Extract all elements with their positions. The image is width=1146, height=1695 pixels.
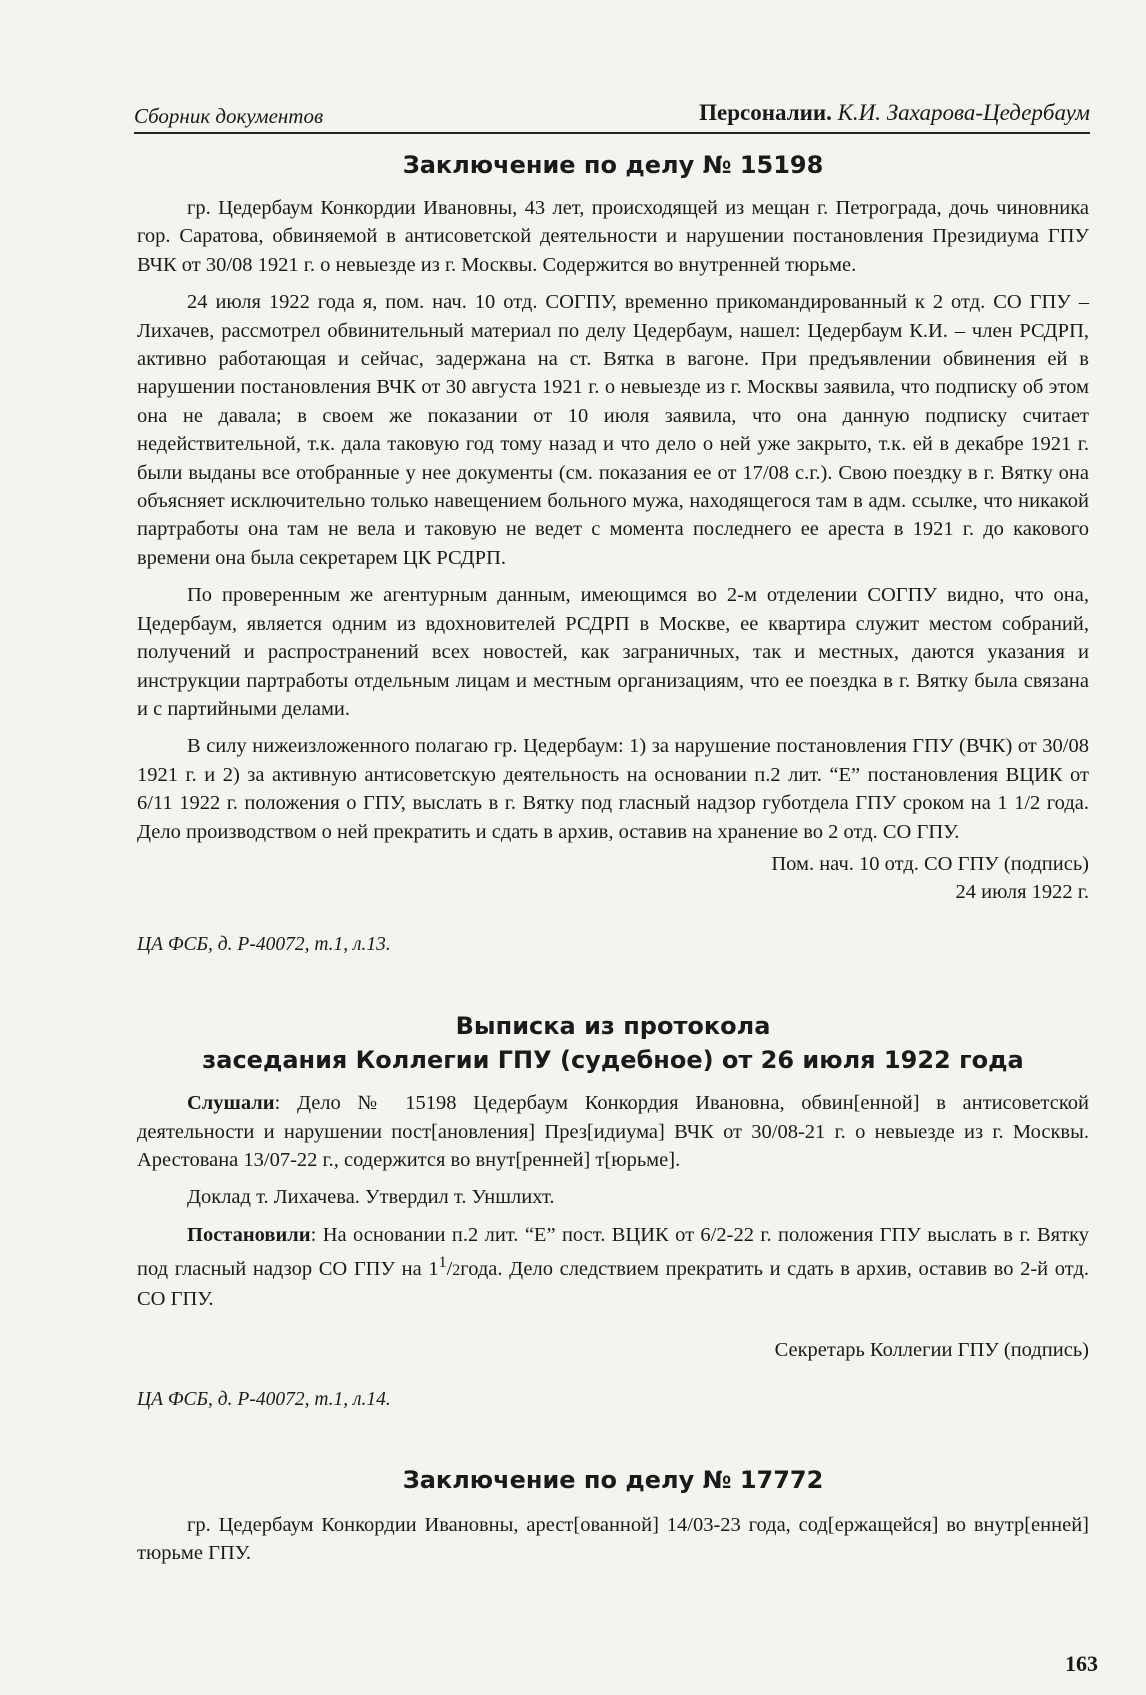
header-section-title: [699, 100, 1090, 126]
doc1-paragraph-3: По проверенным же агентурным данным, имеющимся во 2-м отделении СОГПУ видно, что она, Цедербаум, является одним из вдохновителей РСДРП в Москве, ее квартира служит местом собраний, получений и распространений всех новостей, как заграничных, так и местных, даются указания и инструкции партработы отдельным лицам и местным организациям, что ее поездка в г. Вятку была связана и с партийными делами.: [137, 584, 1089, 720]
doc2-heard-paragraph: [137, 1089, 1089, 1174]
doc1-archive-source: ЦА ФСБ, д. Р-40072, т.1, л.13.: [137, 933, 391, 955]
doc1-paragraph-1: гр. Цедербаум Конкордии Ивановны, 43 лет, происходящей из мещан г. Петрограда, дочь чиновника гор. Саратова, обвиняемой в антисоветской деятельности и нарушении постановления Президиума ГПУ ВЧК от 30/08 1921 г. о невыезде из г. Москвы. Содержится во внутренней тюрьме.: [137, 197, 1089, 276]
doc2-resolved-paragraph: Постановили: На основании п.2 лит. “Е” пост. ВЦИК от 6/2-22 г. положения ГПУ выслать в г. Вятку под гласный надзор СО ГПУ на $1^1/2года$. Дело следствием прекратить и сдать в архив, оставив во 2-й отд. СО ГПУ.: [137, 1223, 1090, 1311]
doc1-title: Заключение по делу № 15198: [402, 151, 824, 179]
doc3-paragraph-1: гр. Цедербаум Конкордии Ивановны, арест[ованной] 14/03-23 года, сод[ержащейся] во внутр[енней] тюрьме ГПУ.: [137, 1513, 1089, 1565]
doc2-title-line-2: заседания Коллегии ГПУ (судебное) от 26 июля 1922 года: [202, 1046, 1024, 1075]
doc2-resolved-text-b: года. Дело следствием прекратить и сдать в архив, оставив во 2-й отд. СО ГПУ.: [137, 1258, 1090, 1311]
doc2-heard-label: Слушали: [187, 1092, 275, 1115]
running-header: [134, 96, 1090, 134]
doc2-fraction-denominator: 2: [452, 1262, 461, 1280]
page-content: [137, 148, 1089, 1567]
header-collection-title: Сборник документов: [134, 104, 324, 128]
doc1-signature: Пом. нач. 10 отд. СО ГПУ (подпись): [771, 852, 1089, 875]
doc2-signature: Секретарь Коллегии ГПУ (подпись): [774, 1338, 1089, 1361]
doc2-heard-text: : Дело № 15198 Цедербаум Конкордия Ивановна, обвин[енной] в антисоветской деятельности и нарушении пост[ановления] През[идиума] ВЧК от 30/08-21 г. о невыезде из г. Москвы. Арестована 13/07-22 г., содержится во внут[ренней] т[юрьме].: [137, 1092, 1089, 1171]
header-person-name: К.И. Захарова-Цедербаум: [837, 100, 1090, 125]
doc2-title-line-1: Выписка из протокола: [455, 1012, 771, 1041]
doc2-resolved-label: Постановили: [187, 1223, 311, 1246]
page-number: 163: [1065, 1651, 1098, 1676]
doc2-resolved-text-a: : На основании п.2 лит. “Е” пост. ВЦИК от 6/2-22 г. положения ГПУ выслать в г. Вятку под гласный надзор СО ГПУ на 1: [137, 1223, 1089, 1281]
doc2-fraction-numerator: 1: [438, 1254, 447, 1272]
doc1-paragraph-2: 24 июля 1922 года я, пом. нач. 10 отд. СОГПУ, временно прикомандированный к 2 отд. СО ГПУ – Лихачев, рассмотрел обвинительный материал по делу Цедербаум, нашел: Цедербаум К.И. – член РСДРП, активно работающая и сейчас, задержана на ст. Вятка в вагоне. При предъявлении обвинения ей в нарушении постановления ВЧК от 30 августа 1921 г. о невыезде из г. Москвы заявила, что подписку об этом она не давала; в своем же показании от 10 июля заявила, что она данную подписку считает недействительной, т.к. дала таковую год тому назад и что дело о ней уже закрыто, т.к. ей в декабре 1921 г. были выданы все отобранные у нее документы (см. показания ее от 17/08 с.г.). Свою поездку в г. Вятку она объясняет исключительно только навещением больного мужа, находящегося там в адм. ссылке, что никакой партработы она там не вела и таковую не ведет с момента последнего ее ареста в 1921 г. до какового времени она была секретарем ЦК РСДРП.: [137, 291, 1089, 569]
doc2-report: Доклад т. Лихачева. Утвердил т. Уншлихт.: [187, 1186, 555, 1209]
doc3-title: Заключение по делу № 17772: [402, 1465, 824, 1494]
doc2-archive-source: ЦА ФСБ, д. Р-40072, т.1, л.14.: [137, 1389, 391, 1411]
doc1-date: 24 июля 1922 г.: [955, 881, 1089, 904]
header-section-label: Персоналии.: [699, 100, 832, 125]
doc1-paragraph-4: В силу нижеизложенного полагаю гр. Цедербаум: 1) за нарушение постановления ГПУ (ВЧК) от 30/08 1921 г. и 2) за активную антисоветскую деятельность на основании п.2 лит. “Е” постановления ВЦИК от 6/11 1922 г. положения о ГПУ, выслать в г. Вятку под гласный надзор губотдела ГПУ сроком на 1 1/2 года. Дело производством о ней прекратить и сдать в архив, оставив на хранение во 2 отд. СО ГПУ.: [137, 735, 1089, 843]
